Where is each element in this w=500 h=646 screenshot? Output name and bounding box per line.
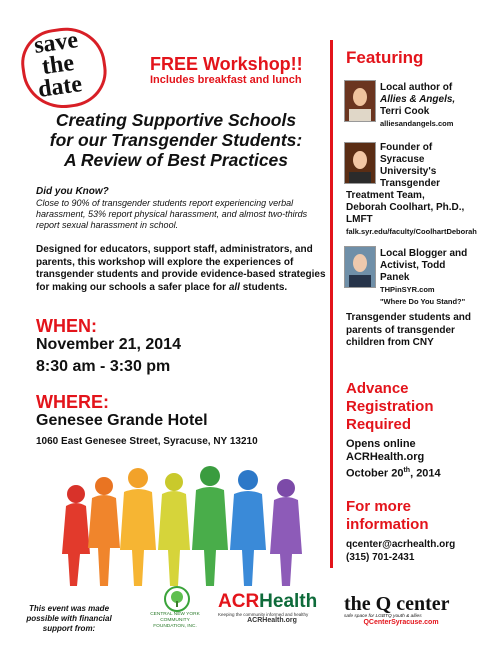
portrait-icon xyxy=(345,247,375,287)
vertical-divider xyxy=(330,40,333,568)
title-line-3: A Review of Best Practices xyxy=(63,150,289,170)
deadline-suffix: th xyxy=(403,467,411,474)
portrait-icon xyxy=(345,81,375,121)
speaker-3-line2: Activist, Todd xyxy=(380,260,446,271)
acr-word-health: Health xyxy=(259,591,318,612)
speaker-2-credential: LMFT xyxy=(346,214,373,225)
registration-line3: Required xyxy=(346,416,412,433)
speaker-terri-cook xyxy=(380,82,455,130)
figure-lime xyxy=(158,473,190,586)
speaker-3-line1: Local Blogger and xyxy=(380,248,468,259)
speaker-1-url: alliesandangels.com xyxy=(380,119,454,128)
cny-line3: FOUNDATION, INC. xyxy=(153,624,197,629)
acr-tagline: Keeping the community informed and healthy xyxy=(218,612,309,617)
did-you-know-text: Close to 90% of transgender students report experiencing verbal harassment, 53% report physical harassment, and almost two-thirds report sexual harassment in school. xyxy=(36,198,308,230)
speaker-3-blog: "Where Do You Stand?" xyxy=(380,297,466,306)
where-label: WHERE: xyxy=(36,392,109,412)
more-info-heading xyxy=(346,498,429,534)
acr-word-acr: ACR xyxy=(218,591,260,612)
speaker-2-line2: Syracuse xyxy=(380,154,425,165)
speaker-2-name: Deborah Coolhart, Ph.D., xyxy=(346,202,465,213)
more-info-line1: For more xyxy=(346,498,412,515)
figure-orange xyxy=(88,477,120,586)
cny-line1: CENTRAL NEW YORK xyxy=(150,612,200,617)
speaker-1-book: Allies & Angels, xyxy=(380,94,456,105)
when-label: WHEN: xyxy=(36,316,97,336)
figure-blue xyxy=(230,470,266,586)
free-workshop-heading: FREE Workshop!! xyxy=(150,54,303,74)
speaker-2-line3: University's xyxy=(380,166,437,177)
q-center-tagline: safe space for LGBTQ youth & allies xyxy=(344,614,422,619)
did-you-know-label: Did you Know? xyxy=(36,186,109,197)
title-line-2: for our Transgender Students: xyxy=(49,130,303,150)
description-emphasis: all xyxy=(228,281,240,293)
figure-yellow xyxy=(120,468,156,586)
deadline-year: , 2014 xyxy=(410,467,441,480)
speaker-1-line1: Local author of xyxy=(380,82,453,93)
workshop-description xyxy=(36,244,332,294)
event-venue: Genesee Grande Hotel xyxy=(36,412,208,429)
stamp-word-the: the xyxy=(40,49,76,81)
title-line-1: Creating Supportive Schools xyxy=(55,110,297,130)
registration-details xyxy=(346,438,441,481)
figure-purple xyxy=(270,479,302,586)
diverse-youth-illustration xyxy=(60,458,308,588)
cny-foundation-text xyxy=(144,612,206,630)
featuring-heading: Featuring xyxy=(346,48,424,67)
event-time: 8:30 am - 3:30 pm xyxy=(36,358,171,375)
description-end: students. xyxy=(239,281,288,293)
description-text: Designed for educators, support staff, administrators, and parents, this workshop will explore the experiences of transgender students and provide evidence-based strategies for making our schools a safer place for xyxy=(36,244,326,293)
acr-url[interactable]: ACRHealth.org xyxy=(247,617,297,624)
save-the-date-stamp xyxy=(16,22,108,110)
event-date: November 21, 2014 xyxy=(36,336,181,353)
workshop-subtitle: Includes breakfast and lunch xyxy=(150,74,302,86)
deadline-date: October 20 xyxy=(346,467,404,480)
stamp-word-date: date xyxy=(36,71,84,103)
contact-info xyxy=(346,538,455,564)
speaker-1-name: Terri Cook xyxy=(380,106,430,117)
cny-line2: COMMUNITY xyxy=(160,618,190,623)
stamp-word-save: save xyxy=(32,27,80,59)
registration-line1: Advance xyxy=(346,380,409,397)
q-center-logo xyxy=(344,594,458,626)
event-address: 1060 East Genesee Street, Syracuse, NY 13210 xyxy=(36,436,258,447)
contact-email[interactable]: qcenter@acrhealth.org xyxy=(346,539,456,550)
speaker-photo-todd-panek xyxy=(344,246,376,288)
speaker-2-line4: Transgender xyxy=(380,178,441,189)
q-center-url[interactable]: QCenterSyracuse.com xyxy=(363,619,439,626)
figure-green xyxy=(192,466,228,586)
contact-phone: (315) 701-2431 xyxy=(346,552,415,563)
tree-icon xyxy=(164,586,190,612)
speaker-3-name: Panek xyxy=(380,272,410,283)
more-info-line2: information xyxy=(346,516,429,533)
speaker-2-line1: Founder of xyxy=(380,142,433,153)
acr-health-wordmark xyxy=(218,592,326,612)
registration-heading xyxy=(346,380,434,434)
sponsor-note: This event was made possible with financial support from: xyxy=(26,604,112,633)
registration-opens: Opens online xyxy=(346,438,416,450)
registration-line2: Registration xyxy=(346,398,434,415)
speaker-2-url: falk.syr.edu/faculty/CoolhartDeborah xyxy=(346,227,477,236)
audience-note: Transgender students and parents of transgender children from CNY xyxy=(346,312,472,348)
speaker-2-line5: Treatment Team, xyxy=(346,190,425,201)
speaker-deborah-coolhart xyxy=(346,142,477,238)
event-title xyxy=(26,110,326,170)
registration-site[interactable]: ACRHealth.org xyxy=(346,451,425,463)
speaker-3-url: THPinSYR.com xyxy=(380,285,435,294)
tree-glyph xyxy=(166,588,188,610)
figure-red xyxy=(62,485,90,586)
registration-deadline xyxy=(346,464,441,481)
acr-health-logo xyxy=(218,592,326,624)
q-center-wordmark: the Q center xyxy=(344,593,450,615)
speaker-photo-terri-cook xyxy=(344,80,376,122)
speaker-todd-panek xyxy=(380,248,467,308)
